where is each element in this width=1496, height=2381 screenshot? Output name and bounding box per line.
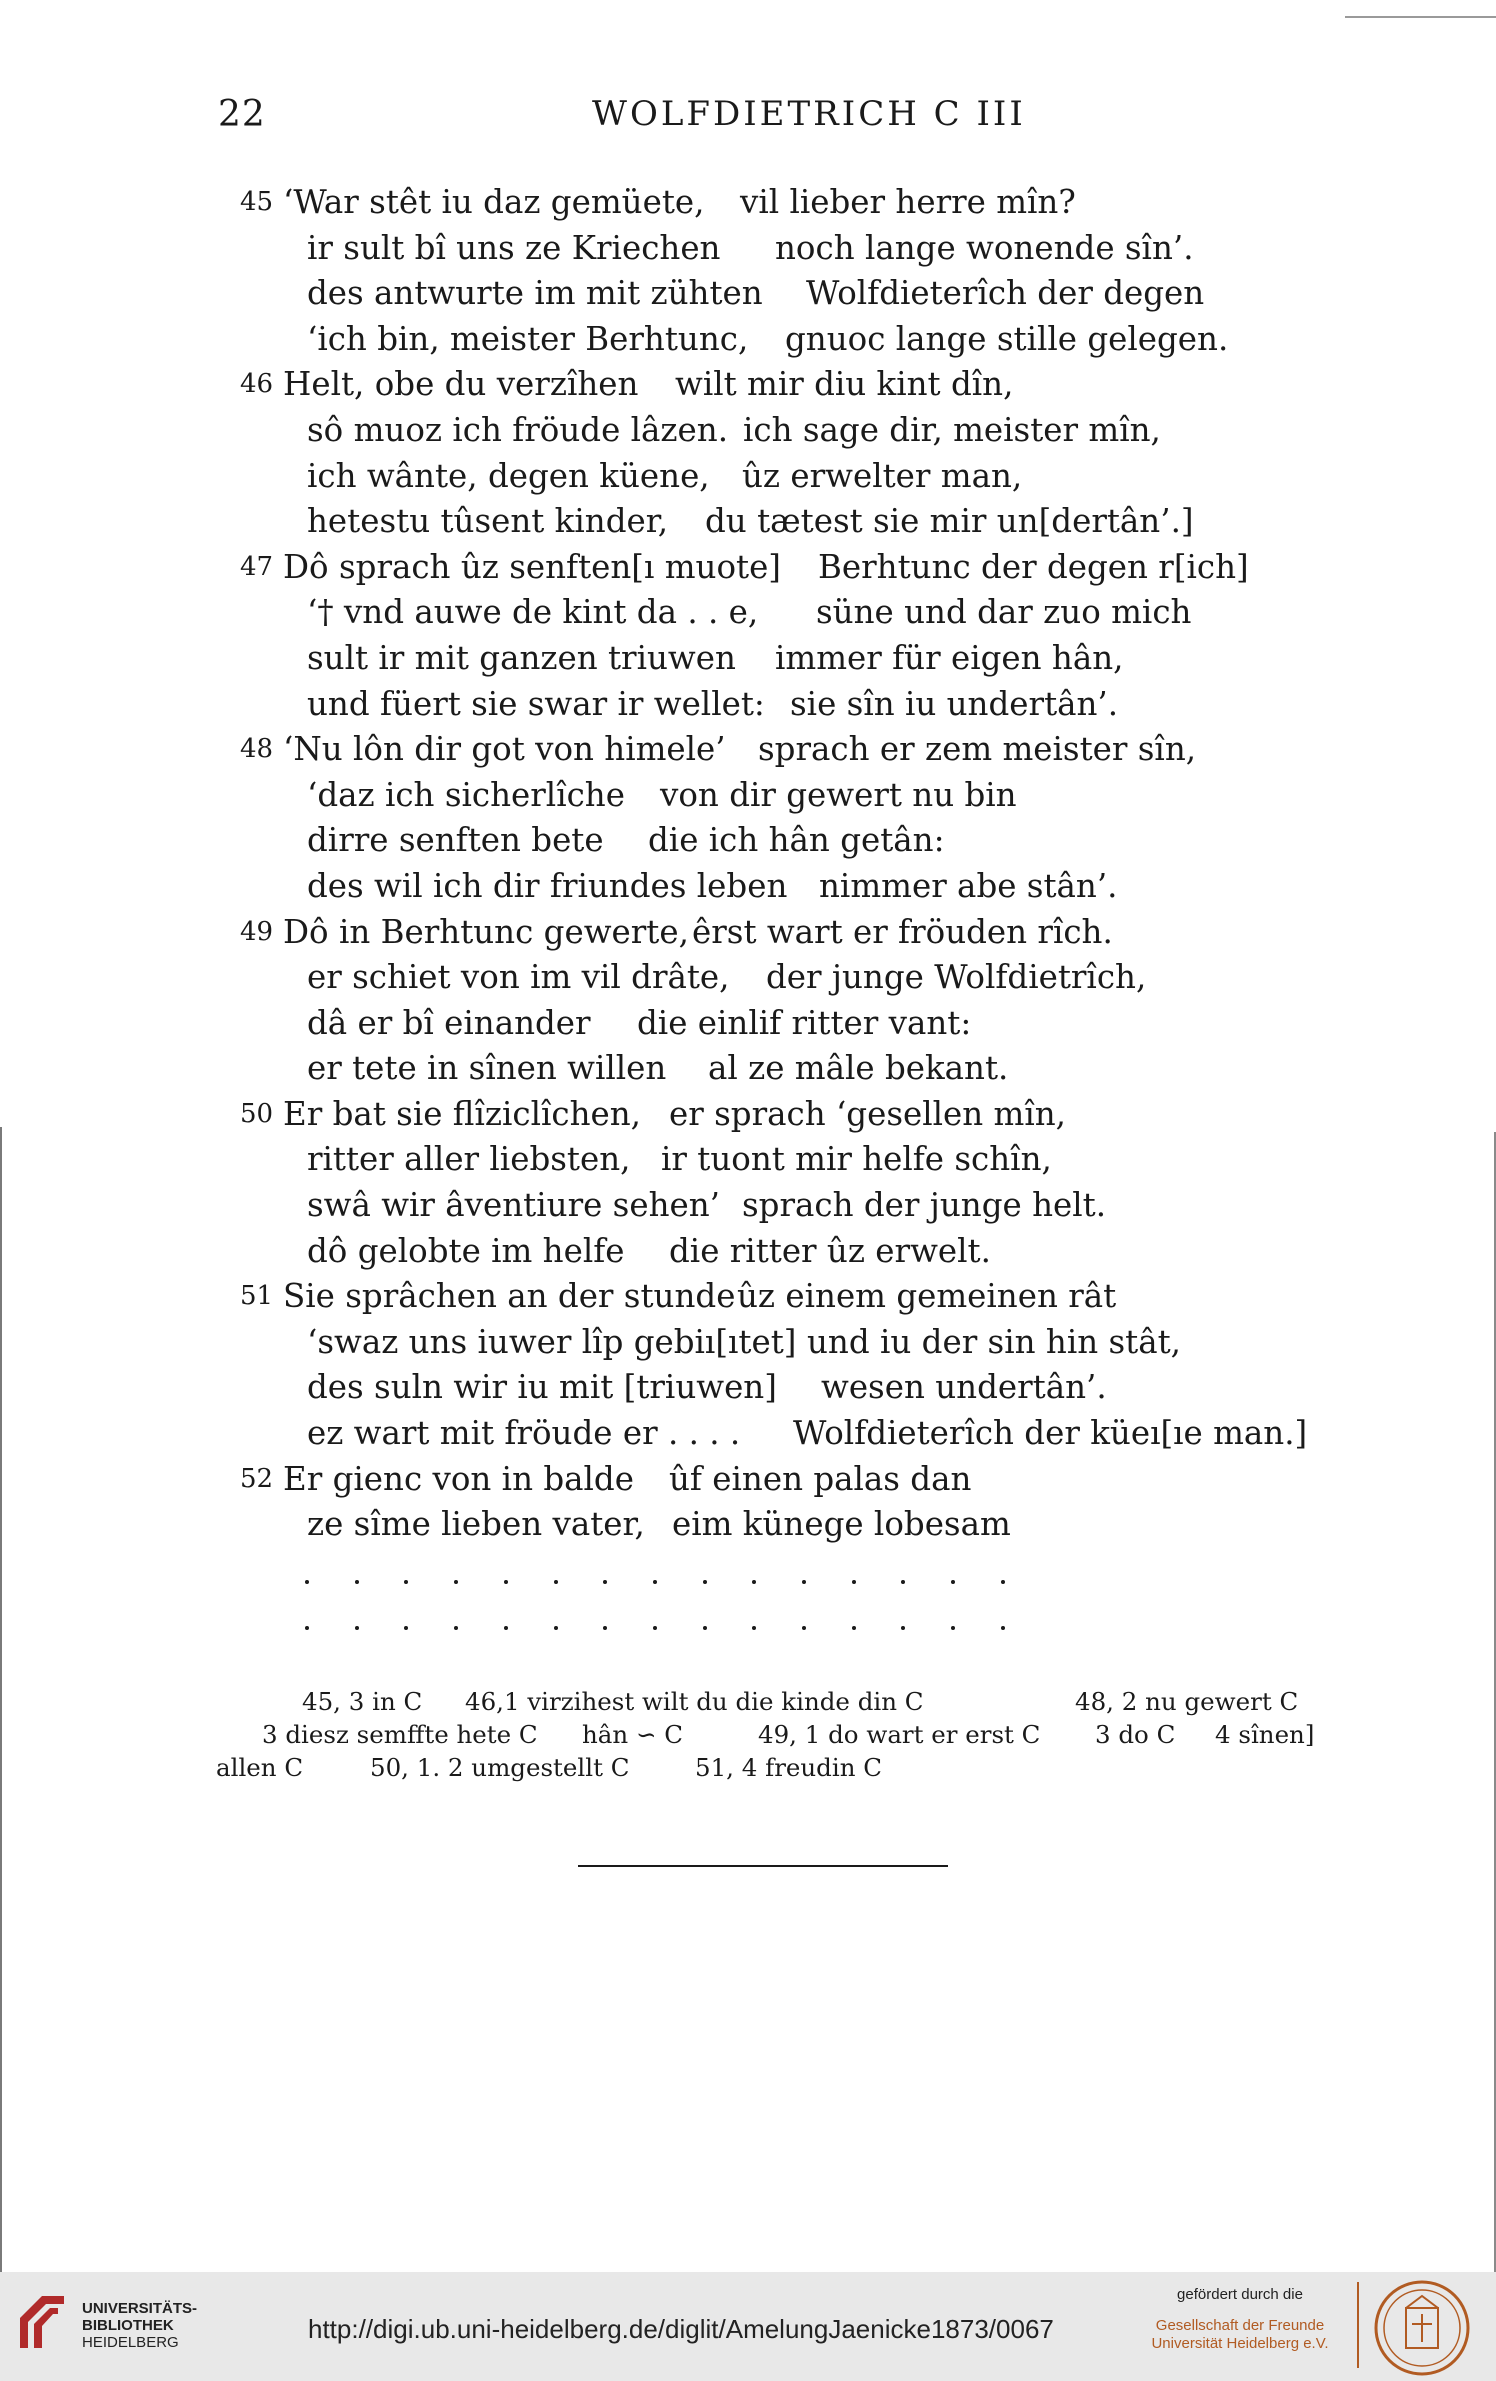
second-hemistich: die ritter ûz erwelt. [669, 1231, 991, 1270]
running-title: WOLFDIETRICH C III [592, 94, 1026, 134]
ellipsis-row [305, 1560, 1005, 1600]
stanza-number: 52 [240, 1463, 274, 1494]
scan-edge-top [1345, 16, 1496, 18]
library-logo-icon [14, 2278, 70, 2358]
verse-line [0, 864, 1496, 910]
verse-line [0, 1092, 1496, 1138]
verse-line [0, 1320, 1496, 1366]
apparatus-line [0, 1718, 1496, 1751]
verse-line [0, 1457, 1496, 1503]
first-hemistich: ritter aller liebsten, [307, 1140, 631, 1179]
verse-line [0, 1137, 1496, 1183]
verse-line [0, 1229, 1496, 1275]
apparatus-note: 45, 3 in C [302, 1687, 423, 1716]
verse-line [0, 1502, 1496, 1548]
first-hemistich: und füert sie swar ir wellet: [307, 684, 765, 723]
verse-line [0, 1183, 1496, 1229]
second-hemistich: die einlif ritter vant: [637, 1003, 972, 1042]
second-hemistich: Wolfdieterîch der küeı[ıe man.] [793, 1414, 1308, 1453]
verse-line [0, 682, 1496, 728]
first-hemistich: er tete in sînen willen [307, 1049, 667, 1088]
first-hemistich: sult ir mit ganzen triuwen [307, 638, 736, 677]
verse-line [0, 1274, 1496, 1320]
apparatus-note: 49, 1 do wart er erst C [758, 1720, 1041, 1749]
stanza-number: 50 [240, 1098, 274, 1129]
verse-line [0, 499, 1496, 545]
verse-line [0, 317, 1496, 363]
second-hemistich: von dir gewert nu bin [660, 775, 1017, 814]
poem-text [0, 180, 1496, 1548]
first-hemistich: ‘War stêt iu daz gemüete, [283, 183, 705, 221]
second-hemistich: Berhtunc der degen r[ich] [818, 547, 1249, 586]
first-hemistich: er schiet von im vil drâte, [307, 958, 730, 997]
apparatus-note: 4 sînen] [1215, 1720, 1315, 1749]
verse-line [0, 545, 1496, 591]
second-hemistich: und iu der sin hin stât, [807, 1322, 1181, 1361]
second-hemistich: immer für eigen hân, [775, 638, 1124, 677]
second-hemistich: sprach er zem meister sîn, [758, 730, 1197, 769]
verse-line [0, 1046, 1496, 1092]
first-hemistich: ‘† vnd auwe de kint da . . e, [307, 593, 759, 632]
first-hemistich: hetestu tûsent kinder, [307, 502, 669, 541]
library-name [82, 2300, 197, 2351]
apparatus-note: 48, 2 nu gewert C [1075, 1687, 1299, 1716]
second-hemistich: Wolfdieterîch der degen [806, 274, 1205, 313]
stanza-number: 46 [240, 369, 274, 400]
second-hemistich: die ich hân getân: [648, 821, 945, 860]
footer-divider [1357, 2282, 1359, 2368]
first-hemistich: Er bat sie flîziclîchen, [283, 1094, 642, 1133]
second-hemistich: ich sage dir, meister mîn, [743, 410, 1161, 449]
university-seal-icon [1372, 2278, 1472, 2378]
apparatus-note: 50, 1. 2 umgestellt C [370, 1753, 630, 1782]
first-hemistich: ‘Nu lôn dir got von himele’ [283, 730, 726, 769]
first-hemistich: Dô in Berhtunc gewerte, [283, 912, 689, 951]
verse-line [0, 773, 1496, 819]
verse-line [0, 727, 1496, 773]
second-hemistich: êrst wart er fröuden rîch. [692, 912, 1113, 951]
first-hemistich: ir sult bî uns ze Kriechen [307, 228, 721, 267]
verse-line [0, 636, 1496, 682]
first-hemistich: des wil ich dir friundes leben [307, 866, 788, 905]
stanza-number: 45 [240, 187, 274, 217]
second-hemistich: sprach der junge helt. [742, 1186, 1107, 1225]
page-header [0, 94, 1496, 142]
verse-line [0, 226, 1496, 272]
library-name-line: UNIVERSITÄTS- [82, 2300, 198, 2317]
first-hemistich: ‘daz ich sicherlîche [307, 775, 625, 814]
verse-line [0, 818, 1496, 864]
verse-line [0, 1365, 1496, 1411]
verse-line [0, 590, 1496, 636]
verse-line [0, 1411, 1496, 1457]
sponsor-credit [1150, 2286, 1330, 2353]
first-hemistich: ich wânte, degen küene, [307, 456, 710, 495]
first-hemistich: ze sîme lieben vater, [307, 1505, 645, 1544]
first-hemistich: Sie sprâchen an der stunde [283, 1277, 736, 1316]
first-hemistich: des suln wir iu mit [triuwen] [307, 1368, 777, 1407]
first-hemistich: swâ wir âventiure sehen’ [307, 1186, 721, 1225]
sponsor-name: Gesellschaft der Freunde [1155, 2317, 1325, 2334]
first-hemistich: Er gienc von in balde [283, 1459, 634, 1498]
ellipsis-row [305, 1606, 1005, 1646]
verse-line [0, 362, 1496, 408]
second-hemistich: nimmer abe stân’. [819, 866, 1118, 905]
second-hemistich: ûf einen palas dan [669, 1459, 972, 1498]
first-hemistich: ez wart mit fröude er . . . . [307, 1414, 741, 1453]
second-hemistich: vil lieber herre mîn? [740, 183, 1076, 221]
digitization-footer [0, 2272, 1496, 2381]
first-hemistich: dâ er bî einander [307, 1003, 591, 1042]
apparatus-note: 3 diesz semffte hete C [262, 1720, 538, 1749]
sponsor-name: Universität Heidelberg e.V. [1151, 2335, 1329, 2352]
verse-line [0, 910, 1496, 956]
second-hemistich: wesen undertân’. [821, 1368, 1107, 1407]
stanza-number: 47 [240, 551, 274, 582]
apparatus-note: hân ∽ C [582, 1720, 684, 1749]
first-hemistich: ‘swaz uns iuwer lîp gebiı[ıtet] [307, 1322, 797, 1361]
apparatus-note: allen C [216, 1753, 304, 1782]
second-hemistich: wilt mir diu kint dîn, [675, 365, 1014, 404]
stanza-number: 49 [240, 916, 274, 947]
second-hemistich: süne und dar zuo mich [816, 593, 1192, 632]
first-hemistich: Dô sprach ûz senften[ı muote] [283, 547, 781, 586]
second-hemistich: ir tuont mir helfe schîn, [661, 1140, 1052, 1179]
second-hemistich: ûz einem gemeinen rât [737, 1277, 1117, 1316]
stanza-number: 51 [240, 1281, 274, 1312]
verse-line [0, 1001, 1496, 1047]
first-hemistich: sô muoz ich fröude lâzen. [307, 410, 729, 449]
library-name-line: BIBLIOTHEK [82, 2317, 174, 2334]
verse-line [0, 454, 1496, 500]
first-hemistich: des antwurte im mit zühten [307, 274, 763, 313]
library-name-line: HEIDELBERG [82, 2334, 179, 2351]
second-hemistich: al ze mâle bekant. [708, 1049, 1009, 1088]
second-hemistich: du tætest sie mir un[dertân’.] [705, 502, 1194, 541]
second-hemistich: noch lange wonende sîn’. [775, 228, 1194, 267]
second-hemistich: gnuoc lange stille gelegen. [785, 319, 1229, 358]
second-hemistich: der junge Wolfdietrîch, [766, 958, 1147, 997]
verse-line [0, 408, 1496, 454]
stanza-number: 48 [240, 734, 274, 765]
verse-line [0, 955, 1496, 1001]
first-hemistich: dirre senften bete [307, 821, 604, 860]
apparatus-line [0, 1685, 1496, 1718]
first-hemistich: dô gelobte im helfe [307, 1231, 625, 1270]
page-number: 22 [218, 94, 266, 135]
second-hemistich: eim künege lobesam [672, 1505, 1011, 1544]
second-hemistich: sie sîn iu undertân’. [790, 684, 1119, 723]
first-hemistich: ‘ich bin, meister Berhtunc, [307, 319, 749, 358]
apparatus-note: 51, 4 freudin C [695, 1753, 883, 1782]
apparatus-note: 46,1 virzihest wilt du die kinde din C [465, 1687, 924, 1716]
second-hemistich: er sprach ‘gesellen mîn, [669, 1094, 1066, 1133]
end-rule [578, 1865, 948, 1867]
verse-line [0, 180, 1496, 226]
sponsor-intro: gefördert durch die [1177, 2286, 1303, 2303]
apparatus-line [0, 1751, 1496, 1784]
verse-line [0, 271, 1496, 317]
digital-edition-link[interactable]: http://digi.ub.uni-heidelberg.de/diglit/AmelungJaenicke1873/0067 [308, 2314, 1054, 2344]
critical-apparatus [0, 1685, 1496, 1784]
second-hemistich: ûz erwelter man, [742, 456, 1023, 495]
first-hemistich: Helt, obe du verzîhen [283, 365, 639, 404]
apparatus-note: 3 do C [1095, 1720, 1176, 1749]
